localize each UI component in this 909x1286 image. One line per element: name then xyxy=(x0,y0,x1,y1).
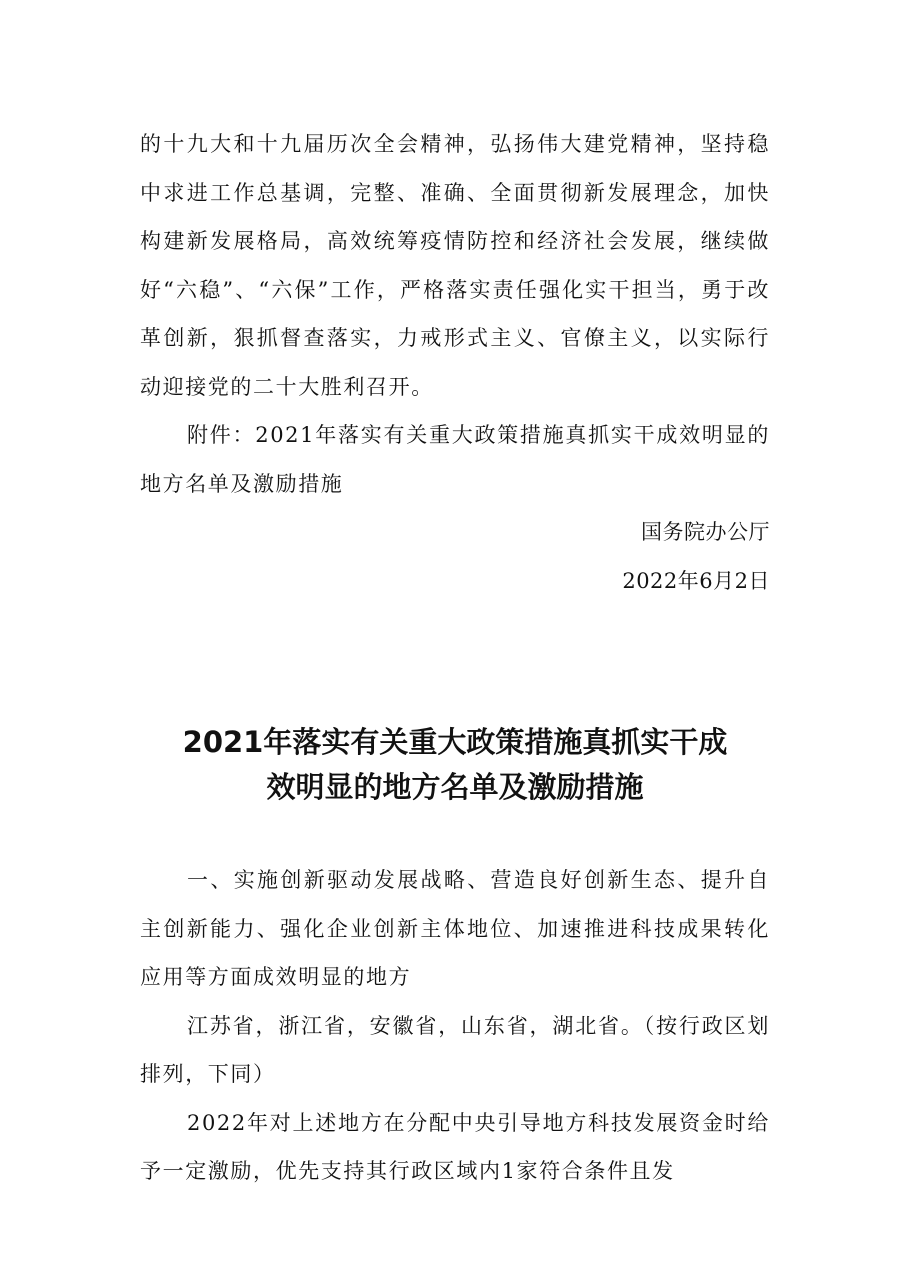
annex-title-line-1: 2021年落实有关重大政策措施真抓实干成 xyxy=(182,725,728,759)
annex-title-line-2: 效明显的地方名单及激励措施 xyxy=(266,770,644,804)
annex-title xyxy=(140,720,770,810)
section-one-measures: 2022年对上述地方在分配中央引导地方科技发展资金时给予一定激励，优先支持其行政区域内1家符合条件且发 xyxy=(140,1110,770,1183)
section-one-heading: 一、实施创新驱动发展战略、营造良好创新生态、提升自主创新能力、强化企业创新主体地位、加速推进科技成果转化应用等方面成效明显的地方 xyxy=(140,868,770,989)
issue-date: 2022年6月2日 xyxy=(622,568,770,593)
document-page xyxy=(140,120,770,1196)
letter-body-paragraph: 的十九大和十九届历次全会精神，弘扬伟大建党精神，坚持稳中求进工作总基调，完整、准确、全面贯彻新发展理念，加快构建新发展格局，高效统筹疫情防控和经济社会发展，继续做好“六稳”、“六保”工作，严格落实责任强化实干担当，勇于改革创新，狠抓督查落实，力戒形式主义、官僚主义，以实际行动迎接党的二十大胜利召开。 xyxy=(140,132,770,399)
attachment-note: 附件：2021年落实有关重大政策措施真抓实干成效明显的地方名单及激励措施 xyxy=(140,423,770,496)
issuer-signature: 国务院办公厅 xyxy=(641,520,770,544)
section-one-places: 江苏省，浙江省，安徽省，山东省，湖北省。（按行政区划排列，下同） xyxy=(140,1013,770,1086)
